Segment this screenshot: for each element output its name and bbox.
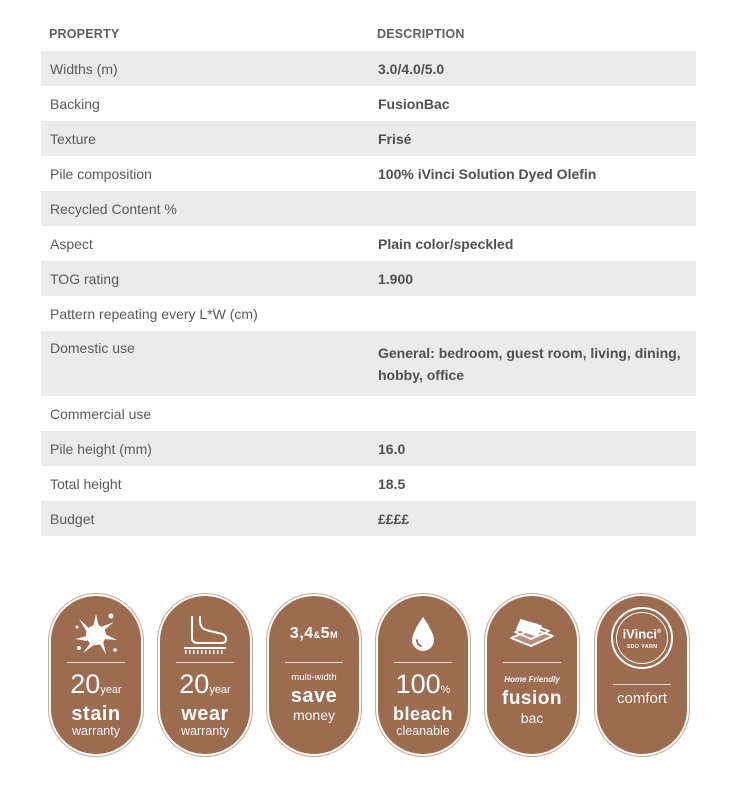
table-row: [41, 51, 696, 86]
drop-icon: [408, 614, 438, 654]
row-property: Total height: [50, 475, 122, 492]
row-description: Frisé: [369, 121, 696, 156]
badge-word: wear: [181, 703, 229, 725]
header-property: PROPERTY: [49, 26, 120, 41]
divider: [176, 662, 234, 663]
badge-sub: bac: [520, 710, 544, 726]
table-row: [41, 466, 696, 501]
table-row: [41, 261, 696, 296]
layers-icon: [507, 614, 557, 654]
table-row: [41, 296, 696, 331]
row-description: General: bedroom, guest room, living, dining, hobby, office: [369, 331, 696, 396]
header-description: DESCRIPTION: [377, 26, 465, 41]
row-description: FusionBac: [378, 95, 450, 112]
badge-sub: cleanable: [396, 724, 450, 738]
splash-icon: [73, 612, 119, 656]
badge-sub: warranty: [72, 724, 120, 738]
row-description: ££££: [369, 501, 696, 536]
row-description: 1.900: [369, 261, 696, 296]
divider: [285, 662, 343, 663]
ivinci-yarn: SDO YARN: [626, 643, 658, 650]
badge-sub: warranty: [181, 724, 229, 738]
badge-word: bleach: [392, 704, 454, 724]
row-property: Commercial use: [50, 405, 152, 422]
badge-unit: year: [209, 684, 231, 696]
row-property: Backing: [50, 95, 100, 112]
row-description: 100% iVinci Solution Dyed Olefin: [378, 165, 597, 182]
badge-bleach-cleanable: [378, 596, 468, 754]
divider: [394, 662, 452, 663]
divider: [503, 662, 561, 663]
row-description: [369, 296, 696, 331]
row-property: Pile composition: [50, 165, 152, 182]
ivinci-seal: iVinci® SDO YARN: [611, 607, 673, 669]
badge-sizes: 3,4&5M: [289, 625, 339, 642]
table-row: [41, 331, 696, 396]
table-row: [41, 86, 696, 121]
row-property: Pile height (mm): [41, 431, 369, 466]
table-row: [41, 191, 696, 226]
badge-word: stain: [71, 703, 121, 725]
row-property: Domestic use: [41, 331, 369, 396]
badge-unit: %: [440, 684, 451, 696]
badge-sub: money: [292, 707, 336, 723]
row-description: [369, 396, 696, 431]
table-row: [41, 121, 696, 156]
divider: [613, 684, 671, 685]
row-property: Recycled Content %: [41, 191, 369, 226]
spec-table: [41, 16, 696, 536]
row-property: Pattern repeating every L*W (cm): [50, 305, 258, 322]
badge-number: 20: [70, 669, 101, 699]
divider: [67, 662, 125, 663]
badge-word: save: [290, 685, 338, 707]
row-property: TOG rating: [41, 261, 369, 296]
table-row: [41, 156, 696, 191]
table-row: [41, 396, 696, 431]
badge-number: 20: [179, 669, 210, 699]
table-row: [41, 501, 696, 536]
badge-wear-warranty: [160, 596, 250, 754]
row-property: Widths (m): [41, 51, 369, 86]
badge-sub: comfort: [616, 690, 667, 707]
ivinci-brand: iVinci: [622, 626, 658, 642]
row-description: Plain color/speckled: [378, 235, 514, 252]
badge-save-money: [269, 596, 359, 754]
badge-unit: year: [100, 684, 122, 696]
row-property: Aspect: [50, 235, 93, 252]
row-description: 3.0/4.0/5.0: [369, 51, 696, 86]
badge-word: fusion: [502, 688, 562, 709]
foot-icon: [180, 612, 230, 656]
table-header-row: [41, 16, 696, 51]
badge-line1: multi-width: [291, 672, 337, 683]
badge-stain-warranty: [51, 596, 141, 754]
badge-number: 100: [395, 669, 441, 699]
row-property: Texture: [41, 121, 369, 156]
badge-ivinci-comfort: [597, 596, 687, 754]
table-row: [41, 431, 696, 466]
row-description: 16.0: [369, 431, 696, 466]
badge-fusion-bac: [487, 596, 577, 754]
badge-tagline: Home Friendly: [504, 675, 560, 684]
table-row: [41, 226, 696, 261]
row-property: Budget: [41, 501, 369, 536]
row-description: 18.5: [378, 475, 406, 492]
row-description: [369, 191, 696, 226]
feature-badges: [0, 596, 752, 758]
